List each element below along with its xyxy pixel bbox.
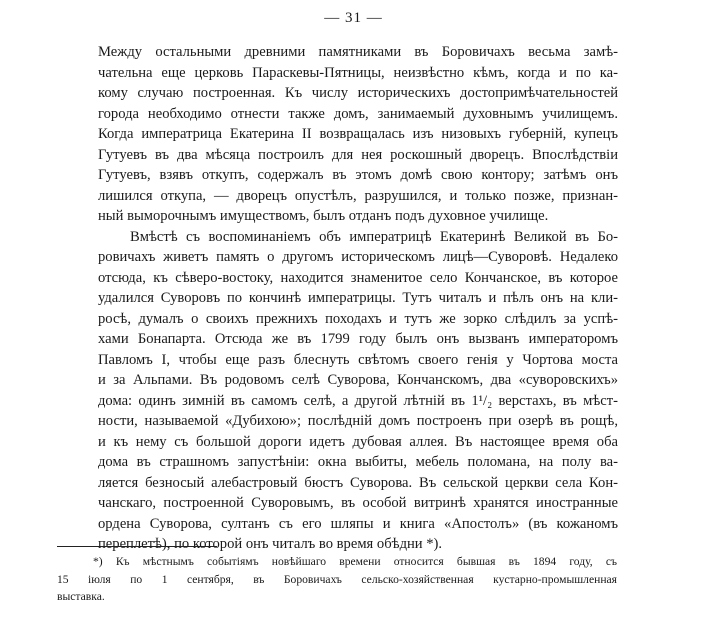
text-line: отсюда, къ сѣверо-востоку, находится знаменитое село Кончанское, въ которое <box>98 269 618 286</box>
text-line: кому случаю построенная. Къ числу историческихъ достопримѣчательностей <box>98 85 618 101</box>
text-line: ный выморочнымъ имуществомъ, былъ отданъ подъ духовное училище. <box>98 208 549 224</box>
text-line: чанскаго, построенной Суворовымъ, въ особой витринѣ хранятся иностранные <box>98 495 618 511</box>
text-line: города необходимо отнести также домъ, занимаемый духовнымъ училищемъ. <box>98 105 618 122</box>
text-line: хами Бонапарта. Отсюда же въ 1799 году былъ онъ вызванъ императоромъ <box>98 331 618 347</box>
main-text <box>98 42 618 555</box>
text-line: лишился откупа, — дворецъ опустѣлъ, разрушился, и только позже, признан- <box>98 187 618 204</box>
footnote <box>57 553 617 606</box>
text-line: удалился Суворовъ по кончинѣ императрицы. Тутъ читалъ и пѣлъ онъ на кли- <box>98 290 618 306</box>
text-line: ордена Суворова, султанъ съ его шляпы и книга «Апостолъ» (въ кожаномъ <box>98 515 618 532</box>
footnote-line: 15 іюля по 1 сентября, въ Боровичахъ сельско-хозяйственная кустарно-промышленная <box>57 572 617 586</box>
text-line: Гутуевъ, взявъ откупъ, содержалъ въ этомъ домѣ свою контору; затѣмъ онъ <box>98 167 618 183</box>
text-line: Когда императрица Екатерина II возвращалась изъ низовыхъ губерній, купецъ <box>98 126 618 142</box>
page-number: — 31 — <box>324 10 383 26</box>
text-line: Павломъ I, чтобы еще разъ блеснуть свѣтомъ своего генія у Чортова моста <box>98 351 618 368</box>
footnote-line: *) Къ мѣстнымъ событіямъ новѣйшаго времени относится бывшая въ 1894 году, съ <box>93 555 617 568</box>
footnote-line: выставка. <box>57 590 105 603</box>
text-line: ности, называемой «Дубихою»; послѣдній домъ построенъ при озерѣ въ рощѣ, <box>98 413 618 429</box>
text-line: Гутуевъ въ два мѣсяца построилъ для нея роскошный дворецъ. Впослѣдствіи <box>98 146 618 163</box>
text-line: дома въ страшномъ запустѣніи: окна выбиты, мебель поломана, на полу ва- <box>98 454 618 470</box>
text-line: переплетѣ), по которой онъ читалъ во время обѣдни *). <box>98 536 443 552</box>
text-line: дома: одинъ зимній въ самомъ селѣ, а другой лѣтній въ 1¹/₂ верстахъ, въ мѣст- <box>98 392 618 409</box>
text-line: Между остальными древними памятниками въ Боровичахъ весьма замѣ- <box>98 44 618 60</box>
text-line: и за Альпами. Въ родовомъ селѣ Суворова, Кончанскомъ, два «суворовскихъ» <box>98 372 618 388</box>
footnote-divider <box>57 546 217 547</box>
text-line: росѣ, думалъ о своихъ прежнихъ походахъ и тутъ же зорко слѣдилъ за успѣ- <box>98 310 618 327</box>
text-line: ровичахъ живетъ память о другомъ историческомъ лицѣ—Суворовѣ. Недалеко <box>98 249 618 265</box>
text-line: и къ нему съ большой дороги идетъ дубовая аллея. Въ настоящее время оба <box>98 433 618 450</box>
text-line: ляется безносый алебастровый бюстъ Суворова. Въ сельской церкви села Кон- <box>98 474 618 491</box>
text-line: чательна еще церковь Параскевы-Пятницы, неизвѣстно кѣмъ, когда и по ка- <box>98 64 618 81</box>
text-line: Вмѣстѣ съ воспоминаніемъ объ императрицѣ Екатеринѣ Великой въ Бо- <box>130 228 618 245</box>
